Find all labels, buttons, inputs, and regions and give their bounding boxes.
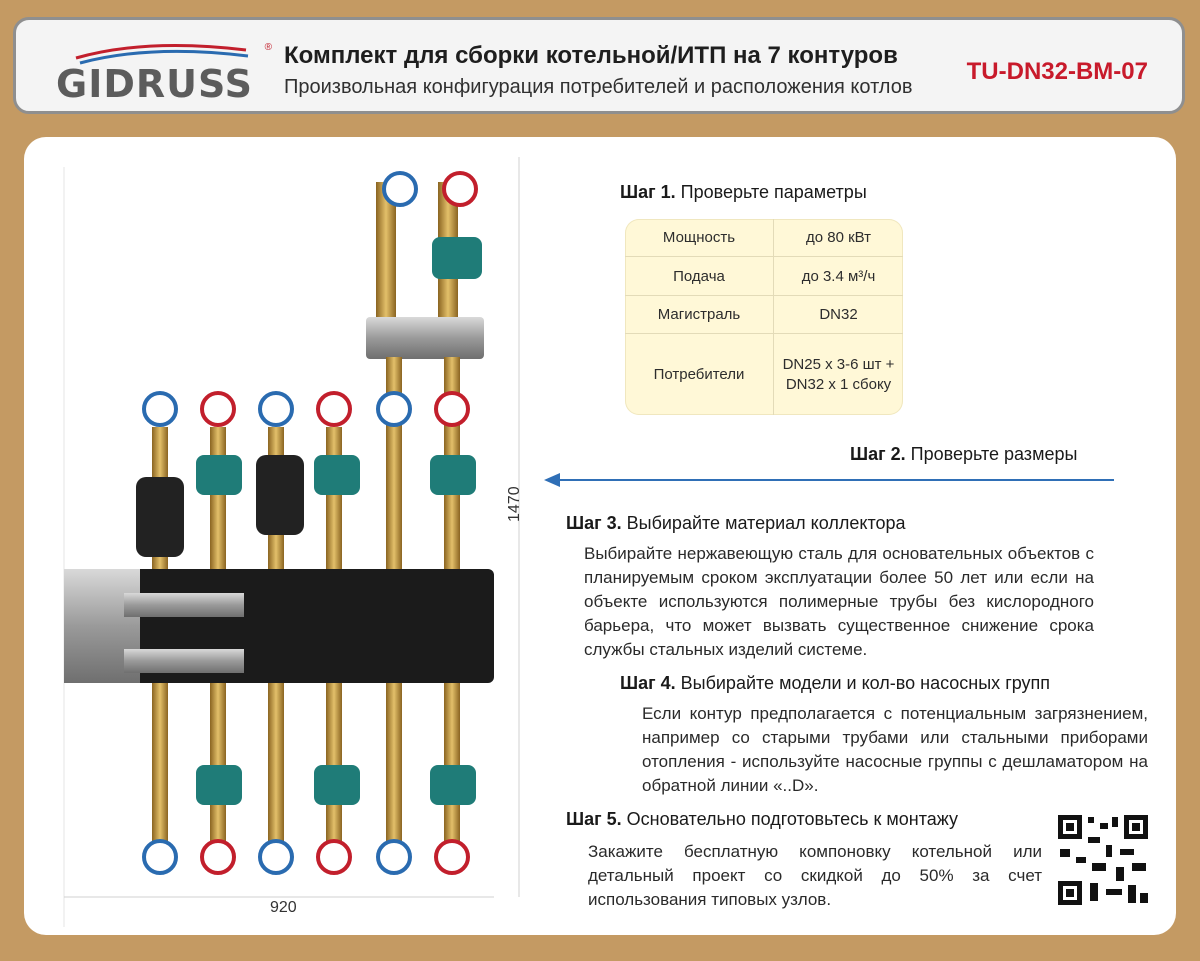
step-3-title: Шаг 3. — [566, 513, 622, 533]
table-row — [625, 219, 903, 257]
product-code: TU-DN32-BM-07 — [966, 58, 1148, 85]
dimension-height: 1470 — [506, 486, 523, 522]
param-key: Магистраль — [625, 296, 774, 334]
arrow-left-icon — [544, 473, 560, 487]
step-5-paragraph: Закажите бесплатную компоновку котельной или детальный проект со скидкой до 50% за счет использования типовых узлов. — [588, 842, 1042, 909]
logo-text: GIDRUSS — [56, 62, 254, 106]
step-2 — [850, 444, 1077, 465]
step-5-text: Основательно подготовьтесь к монтажу — [626, 809, 959, 829]
content-panel — [24, 137, 1176, 935]
params-table — [625, 219, 903, 415]
param-key: Потребители — [625, 334, 774, 415]
pump-top — [432, 237, 482, 279]
step-5-title: Шаг 5. — [566, 809, 622, 829]
step-1-title: Шаг 1. — [620, 182, 676, 202]
header — [13, 17, 1185, 114]
logo — [56, 38, 272, 106]
page-title: Комплект для сборки котельной/ИТП на 7 контуров — [284, 42, 898, 69]
param-value: до 3.4 м³/ч — [774, 257, 903, 295]
step-3 — [566, 513, 906, 534]
logo-registered: ® — [264, 42, 272, 53]
step-3-paragraph: Выбирайте нержавеющую сталь для основательных объектов с планируемым сроком эксплуатации более 50 лет или если на объекте используются полимерные трубы без кислородного барьера, что может вызвать существенное снижение срока службы стальных изделий системе. — [584, 544, 1094, 659]
step-1-text: Проверьте параметры — [680, 182, 867, 202]
param-value: DN25 x 3-6 шт + DN32 x 1 сбоку — [782, 355, 895, 393]
param-value: DN32 — [774, 296, 903, 334]
gauge-icon — [144, 173, 476, 873]
table-row — [625, 296, 903, 334]
dimension-width: 920 — [270, 899, 297, 916]
page-subtitle: Произвольная конфигурация потребителей и расположения котлов — [284, 76, 913, 98]
step-3-text: Выбирайте материал коллектора — [626, 513, 906, 533]
param-key: Подача — [625, 257, 774, 295]
step-2-title: Шаг 2. — [850, 444, 906, 464]
step-4 — [620, 673, 1050, 694]
step-4-title: Шаг 4. — [620, 673, 676, 693]
step-4-paragraph: Если контур предполагается с потенциальным загрязнением, например со старыми трубами или стальными приборами отопления - используйте насосные группы с дешламатором на обратной линии «..D». — [642, 704, 1148, 795]
table-row — [625, 334, 903, 415]
step-4-text: Выбирайте модели и кол-во насосных групп — [680, 673, 1051, 693]
table-row — [625, 257, 903, 295]
param-key: Мощность — [625, 219, 774, 257]
param-value: до 80 кВт — [774, 219, 903, 257]
qr-code-icon — [1056, 813, 1150, 907]
step-5 — [566, 809, 958, 830]
step-2-text: Проверьте размеры — [910, 444, 1078, 464]
step-1 — [620, 182, 867, 203]
